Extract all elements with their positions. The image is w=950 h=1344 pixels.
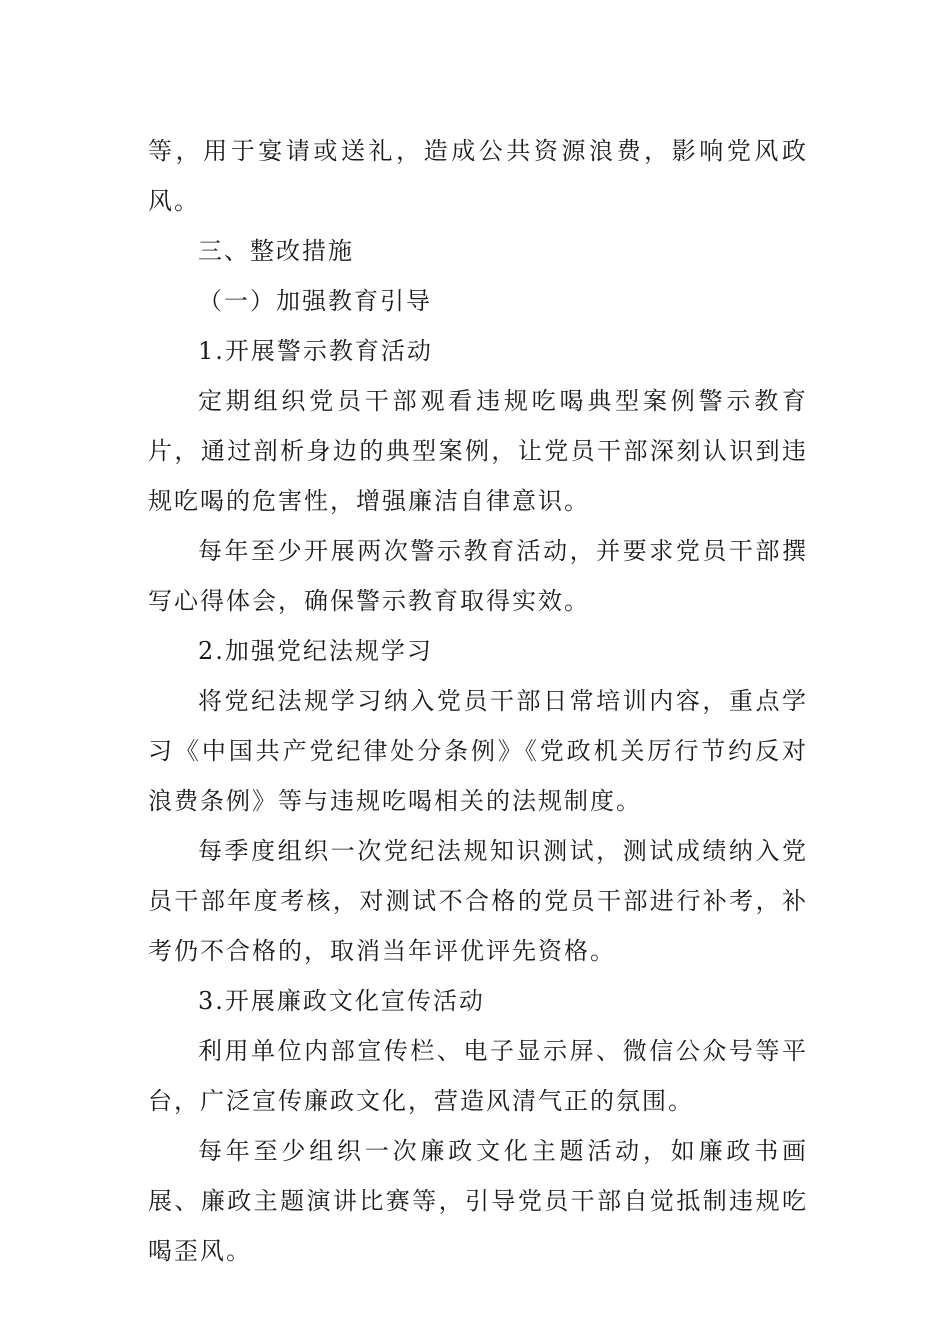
paragraph: 每年至少开展两次警示教育活动，并要求党员干部撰写心得体会，确保警示教育取得实效。 (148, 537, 808, 615)
paragraph: 将党纪法规学习纳入党员干部日常培训内容，重点学习《中国共产党纪律处分条例》《党政机关厉行节约反对浪费条例》等与违规吃喝相关的法规制度。 (148, 687, 808, 815)
paragraph: 利用单位内部宣传栏、电子显示屏、微信公众号等平台，广泛宣传廉政文化，营造风清气正的氛围。 (148, 1037, 808, 1115)
paragraph: 每年至少组织一次廉政文化主题活动，如廉政书画展、廉政主题演讲比赛等，引导党员干部自觉抵制违规吃喝歪风。 (148, 1137, 808, 1265)
item-heading-warning-education: 1.开展警示教育活动 (198, 337, 433, 365)
subsection-heading-education: （一）加强教育引导 (198, 287, 432, 315)
paragraph: 定期组织党员干部观看违规吃喝典型案例警示教育片，通过剖析身边的典型案例，让党员干部深刻认识到违规吃喝的危害性，增强廉洁自律意识。 (148, 387, 808, 515)
item-heading-culture-promotion: 3.开展廉政文化宣传活动 (198, 987, 485, 1015)
section-heading-rectification: 三、整改措施 (198, 237, 354, 265)
document-body (148, 126, 808, 1276)
item-heading-regulation-study: 2.加强党纪法规学习 (198, 637, 433, 665)
paragraph-continuation: 等，用于宴请或送礼，造成公共资源浪费，影响党风政风。 (148, 137, 808, 215)
paragraph: 每季度组织一次党纪法规知识测试，测试成绩纳入党员干部年度考核，对测试不合格的党员干部进行补考，补考仍不合格的，取消当年评优评先资格。 (148, 837, 808, 965)
